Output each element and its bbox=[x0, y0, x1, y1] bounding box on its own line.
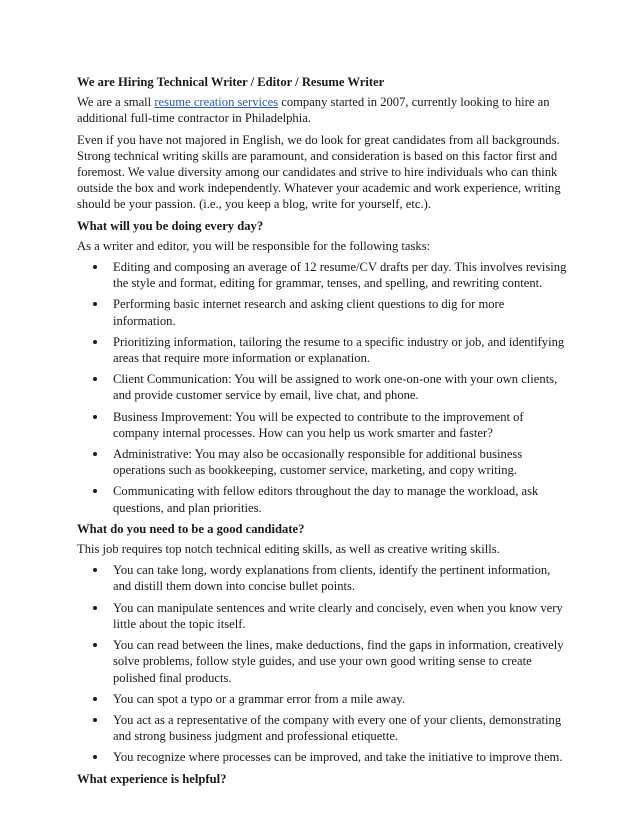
list-item-text: You can take long, wordy explanations from clients, identify the pertinent information, and distill them down into concise bullet points. bbox=[113, 563, 551, 594]
intro-text-after: company started in 2007, currently looking to hire an additional full-time contractor in Philadelphia. bbox=[77, 95, 550, 126]
list-item-text: Administrative: You may also be occasionally responsible for additional business operations such as bookkeeping, customer service, marketing, and copy writing. bbox=[113, 447, 523, 478]
list-item bbox=[77, 259, 567, 291]
bullet-icon bbox=[93, 606, 97, 610]
list-item bbox=[77, 446, 567, 478]
list-item-text: You can read between the lines, make deductions, find the gaps in information, creatively solve problems, follow style guides, and use your own good writing sense to create polished final products. bbox=[113, 638, 564, 685]
bullet-icon bbox=[93, 415, 97, 419]
bullet-icon bbox=[93, 265, 97, 269]
document-page bbox=[77, 74, 567, 791]
bullet-icon bbox=[93, 377, 97, 381]
bullet-icon bbox=[93, 489, 97, 493]
list-item-text: You can manipulate sentences and write clearly and concisely, even when you know very little about the topic itself. bbox=[113, 600, 563, 631]
list-item bbox=[77, 600, 567, 632]
section-heading-daily-tasks: What will you be doing every day? bbox=[77, 218, 264, 233]
resume-services-link[interactable]: resume creation services bbox=[154, 95, 279, 110]
list-item bbox=[77, 691, 567, 707]
list-item bbox=[77, 371, 567, 403]
list-item-text: You can spot a typo or a grammar error from a mile away. bbox=[113, 691, 406, 706]
intro-text-before: We are a small bbox=[77, 95, 155, 110]
list-item-text: Performing basic internet research and asking client questions to dig for more information. bbox=[113, 297, 505, 328]
bullet-icon bbox=[93, 755, 97, 759]
list-item bbox=[77, 483, 567, 515]
good-candidate-list bbox=[77, 562, 567, 765]
list-item bbox=[77, 562, 567, 594]
list-item-text: Client Communication: You will be assigned to work one-on-one with your own clients, and provide customer service by email, live chat, and phone. bbox=[113, 372, 558, 403]
bullet-icon bbox=[93, 302, 97, 306]
list-item bbox=[77, 409, 567, 441]
section-heading-good-candidate: What do you need to be a good candidate? bbox=[77, 521, 305, 536]
list-item-text: Editing and composing an average of 12 resume/CV drafts per day. This involves revising the style and format, editing for grammar, tenses, and spelling, and rewriting content. bbox=[113, 260, 567, 291]
list-item-text: You act as a representative of the company with every one of your clients, demonstrating and strong business judgment and professional etiquette. bbox=[113, 712, 562, 744]
good-candidate-lead: This job requires top notch technical editing skills, as well as creative writing skills. bbox=[77, 542, 500, 557]
bullet-icon bbox=[93, 643, 97, 647]
bullet-icon bbox=[93, 452, 97, 456]
daily-tasks-lead: As a writer and editor, you will be responsible for the following tasks: bbox=[77, 238, 431, 253]
section-heading-experience: What experience is helpful? bbox=[77, 771, 227, 786]
list-item-text: Communicating with fellow editors throughout the day to manage the workload, ask questions, and plan priorities. bbox=[113, 484, 539, 515]
list-item-text: Prioritizing information, tailoring the resume to a specific industry or job, and identifying areas that require more information or explanation. bbox=[113, 334, 565, 366]
bullet-icon bbox=[93, 718, 97, 722]
diversity-paragraph: Even if you have not majored in English, we do look for great candidates from all backgrounds. Strong technical writing skills are paramount, and consideration is based on this factor first and foremost. We value diversity among our candidates and strive to hire individuals who can think outside the box and work independently. Whatever your academic and work experience, writing should be your passion. (i.e., you keep a blog, write for yourself, etc.). bbox=[77, 132, 561, 212]
list-item-text: Business Improvement: You will be expected to contribute to the improvement of company internal processes. How can you help us work smarter and faster? bbox=[113, 409, 524, 440]
intro-paragraph bbox=[77, 94, 567, 126]
list-item bbox=[77, 296, 567, 328]
list-item bbox=[77, 712, 567, 744]
list-item bbox=[77, 334, 567, 366]
daily-tasks-list bbox=[77, 259, 567, 516]
bullet-icon bbox=[93, 568, 97, 572]
list-item-text: You recognize where processes can be improved, and take the initiative to improve them. bbox=[113, 750, 563, 765]
list-item bbox=[77, 749, 567, 765]
page-title: We are Hiring Technical Writer / Editor / Resume Writer bbox=[77, 75, 385, 89]
list-item bbox=[77, 637, 567, 686]
bullet-icon bbox=[93, 697, 97, 701]
bullet-icon bbox=[93, 340, 97, 344]
